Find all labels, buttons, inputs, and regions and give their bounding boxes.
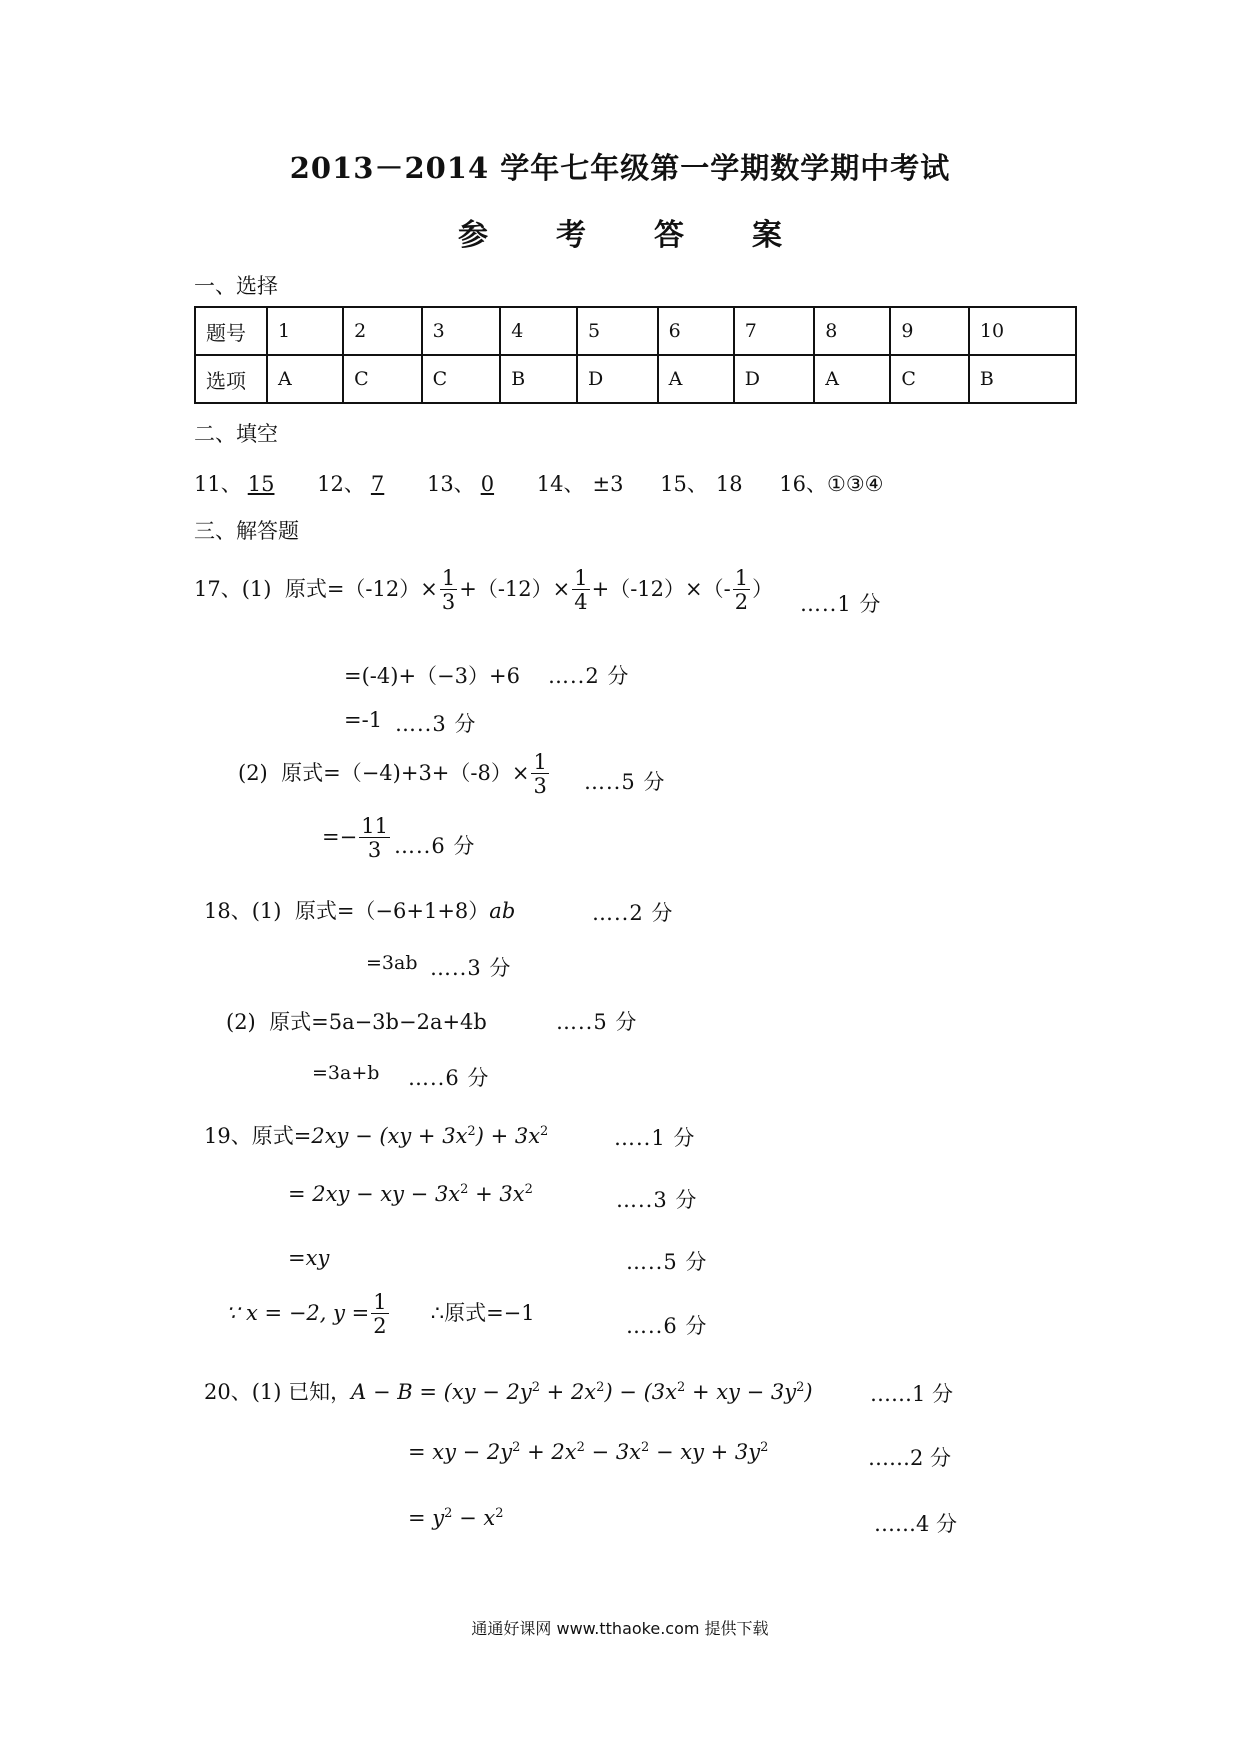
fill-answer: 7 [370,472,385,496]
numerator: 11 [361,814,388,838]
expr: = 2xy − xy − 3x [288,1182,461,1206]
fill-item [537,468,624,498]
numerator: 1 [373,1290,387,1314]
numerator: 1 [574,566,588,590]
denominator: 3 [533,774,547,798]
points: …..6 分 [394,834,476,858]
table-cell: 4 [500,307,577,355]
fill-item [779,468,883,498]
answer-table [194,306,1077,404]
expr: ) [804,1380,813,1404]
table-cell: D [577,355,658,403]
denominator: 3 [359,837,390,861]
subtitle-char: 参 [458,218,488,253]
numerator: 1 [734,566,749,590]
expr: 原式=（-12）× [284,577,438,601]
table-cell: 7 [734,307,815,355]
numerator: 1 [441,566,456,590]
table-cell: 2 [343,307,422,355]
expr: + xy − 3y [685,1380,797,1404]
q20-line1 [204,1376,813,1406]
expr: +（-12）× [459,577,571,601]
fill-answers [194,468,914,498]
fill-item [660,468,742,498]
table-cell: C [422,355,501,403]
expr: 原式=5a−3b−2a+4b [269,1010,487,1034]
exponent: 2 [467,1124,476,1139]
points: …..1 分 [800,592,882,616]
q18-line3 [226,1006,487,1036]
table-cell: A [814,355,890,403]
table-cell: 5 [577,307,658,355]
expr: ∴原式=−1 [430,1301,535,1325]
expr: + 3x [468,1182,525,1206]
q19-line1 [204,1120,548,1150]
expr: ) + 3x [475,1124,541,1148]
q18-line1 [204,895,515,925]
points: ……2 分 [868,1446,952,1470]
fill-answer: ①③④ [827,472,884,496]
table-cell: 3 [422,307,501,355]
q17-line4 [238,752,551,797]
points: …..5 分 [626,1250,708,1274]
table-cell: 10 [969,307,1076,355]
fraction [440,568,457,613]
q17-line1 [194,568,773,613]
question-label: 18、(1) [204,899,282,923]
section-solve: 三、解答题 [194,519,299,543]
points: ……4 分 [874,1512,958,1536]
fraction [733,568,750,613]
exponent: 2 [524,1182,533,1197]
points: …..3 分 [430,956,512,980]
expr: = xy − 2y [408,1440,513,1464]
expr: 已知， [288,1380,352,1404]
expr: ∵ x = −2, y = [226,1301,370,1325]
subtitle-char: 考 [556,218,586,253]
fill-answer: 15 [247,472,275,496]
q19-line4 [226,1292,535,1337]
question-number: 13、 [426,472,475,496]
denominator: 4 [574,590,588,614]
question-label: (2) [238,761,268,785]
exponent: 2 [641,1440,650,1455]
fill-answer: ±3 [592,472,624,496]
denominator: 3 [441,590,456,614]
exponent: 2 [760,1440,769,1455]
expr: + 2x [520,1440,577,1464]
question-number: 15、 [660,472,708,496]
question-number: 14、 [536,472,585,496]
denominator: 2 [373,1314,387,1338]
expr: 原式=（−6+1+8） [294,899,490,923]
table-header-cell: 选项 [195,355,267,403]
question-number: 11、 [194,472,242,496]
fill-item [194,468,280,498]
exponent: 2 [796,1380,805,1395]
numerator: 1 [533,750,547,774]
table-cell: 6 [658,307,734,355]
expr: 原式=（−4)+3+（-8）× [281,761,530,785]
table-cell: 9 [890,307,969,355]
expr: − 3x [584,1440,642,1464]
q17-line3: =-1 [344,708,383,732]
table-cell: 8 [814,307,890,355]
exponent: 2 [512,1440,521,1455]
table-cell: B [969,355,1076,403]
page-title: 2013－2014 学年七年级第一学期数学期中考试 [289,151,951,185]
table-cell: C [890,355,969,403]
question-label: 17、(1) [194,577,272,601]
exponent: 2 [596,1380,605,1395]
q19-line3: =xy [288,1246,330,1270]
table-cell: C [343,355,422,403]
expr: =− [322,825,358,849]
table-cell: A [267,355,343,403]
q20-line3 [408,1506,504,1530]
expr: ) − (3x [604,1380,677,1404]
q17-line2: =(-4)+（−3）+6 [344,664,520,688]
denominator: 2 [734,590,749,614]
points: …..6 分 [626,1314,708,1338]
fraction [572,568,589,613]
expr: − x [452,1506,496,1530]
expr: 原式= [251,1124,312,1148]
points: …..3 分 [616,1188,698,1212]
points: …..3 分 [395,712,477,736]
table-row [195,355,1076,403]
page-subtitle [0,210,1240,254]
q18-line2: =3ab [366,952,418,974]
expr: = y [408,1506,445,1530]
table-cell: A [658,355,734,403]
footer-source: 通通好课网 www.tthaoke.com 提供下载 [471,1619,769,1638]
exponent: 2 [576,1440,585,1455]
section-fill: 二、填空 [194,422,278,446]
expr: A − B = (xy − 2y [351,1380,532,1404]
points: …..5 分 [584,770,666,794]
exponent: 2 [495,1506,504,1521]
exponent: 2 [540,1124,549,1139]
q18-line4: =3a+b [312,1062,380,1084]
points: ……1 分 [870,1382,954,1406]
exponent: 2 [460,1182,469,1197]
fill-item [317,468,390,498]
table-cell: 1 [267,307,343,355]
points: …..6 分 [408,1066,490,1090]
q19-line2 [288,1182,533,1206]
section-choice: 一、选择 [194,274,278,298]
expr: + 2x [540,1380,597,1404]
question-number: 16、 [779,472,828,496]
points: …..5 分 [556,1010,638,1034]
expr: ） [752,577,774,601]
fill-item [427,468,500,498]
exponent: 2 [676,1380,686,1395]
expr: ab [489,899,516,923]
table-row [195,307,1076,355]
table-cell: B [500,355,577,403]
points: …..1 分 [614,1126,696,1150]
fill-answer: 0 [480,472,495,496]
question-label: 19、 [204,1124,252,1148]
fraction [531,752,548,797]
question-number: 12、 [317,472,365,496]
expr: +（-12）×（- [591,577,731,601]
q20-line2 [408,1440,768,1464]
points: …..2 分 [592,901,674,925]
table-cell: D [734,355,815,403]
exponent: 2 [444,1506,453,1521]
fraction [371,1292,388,1337]
subtitle-char: 案 [752,218,782,253]
expr: 2xy − (xy + 3x [311,1124,468,1148]
question-label: (2) [226,1010,256,1034]
expr: − xy + 3y [649,1440,761,1464]
exponent: 2 [531,1380,540,1395]
subtitle-char: 答 [654,218,684,253]
fraction [359,816,390,861]
points: …..2 分 [548,664,630,688]
q17-line5 [322,816,392,861]
table-header-cell: 题号 [195,307,267,355]
fill-answer: 18 [715,472,743,496]
question-label: 20、(1) [204,1380,282,1404]
